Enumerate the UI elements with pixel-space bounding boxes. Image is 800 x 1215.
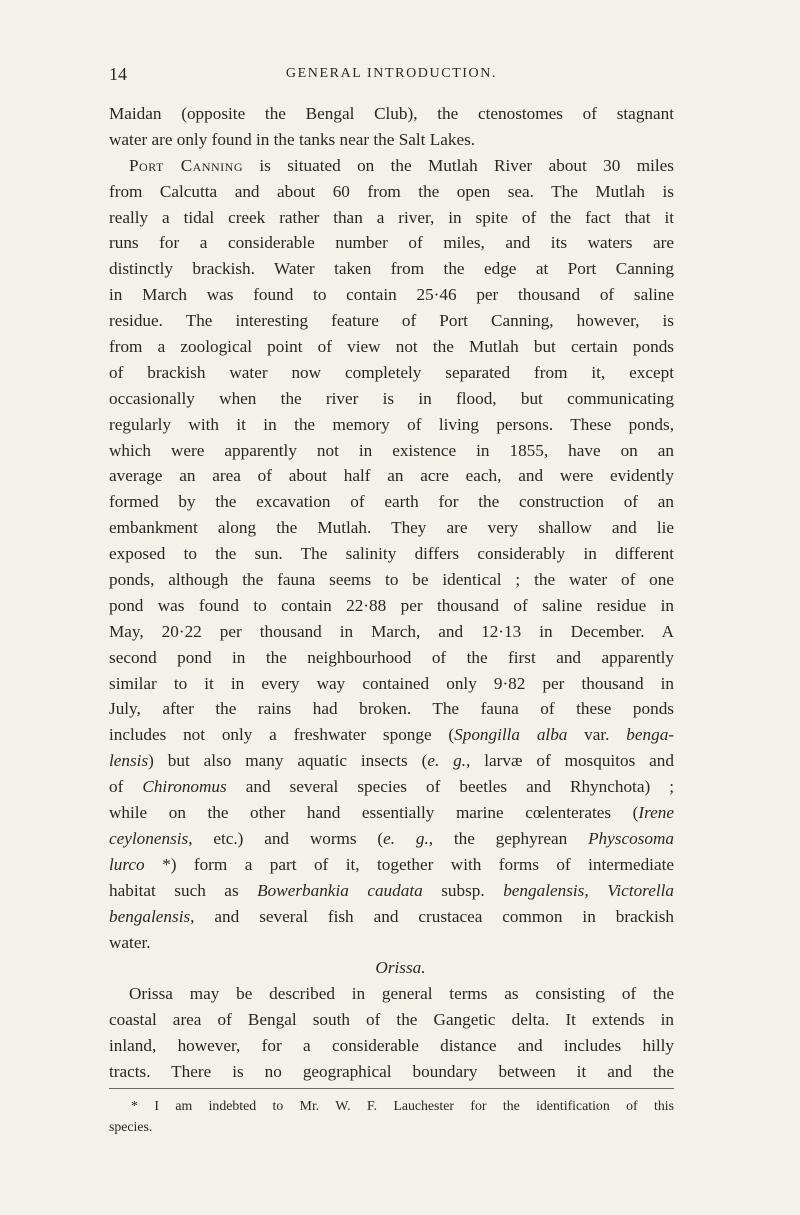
species-name: lurco bbox=[109, 854, 145, 874]
running-title: GENERAL INTRODUCTION. bbox=[285, 66, 498, 81]
text-line: ceylonensis, etc.) and worms (e. g., the gephyrean Physcosoma bbox=[109, 828, 674, 848]
text-line: regularly with it in the memory of living persons. These ponds, bbox=[109, 414, 674, 434]
text-line: habitat such as Bowerbankia caudata subsp. bengalensis, Victorella bbox=[109, 880, 675, 900]
text-line: from Calcutta and about 60 from the open sea. The Mutlah is bbox=[109, 181, 674, 201]
footnote-line: species. bbox=[109, 1119, 153, 1134]
page-number: 14 bbox=[109, 64, 127, 84]
species-name: bengalensis bbox=[503, 880, 585, 900]
text-line: second pond in the neighbourhood of the first and apparently bbox=[109, 647, 674, 667]
text-line: water are only found in the tanks near the Salt Lakes. bbox=[109, 129, 476, 149]
text-line: really a tidal creek rather than a river, in spite of the fact that it bbox=[109, 207, 674, 227]
text-line: lensis) but also many aquatic insects (e. g., larvæ of mosquitos and bbox=[109, 751, 674, 771]
text-line: in March was found to contain 25·46 per thousand of saline bbox=[109, 285, 674, 305]
text-line: embankment along the Mutlah. They are very shallow and lie bbox=[109, 518, 674, 538]
text-line: of brackish water now completely separated from it, except bbox=[109, 362, 674, 382]
text-line: distinctly brackish. Water taken from the edge at Port Canning bbox=[109, 259, 674, 279]
species-name: Physcosoma bbox=[588, 828, 674, 848]
text-line: occasionally when the river is in flood, but communicating bbox=[109, 388, 674, 408]
text-line: runs for a considerable number of miles, and its waters are bbox=[109, 233, 674, 253]
text-line: ponds, although the fauna seems to be identical ; the water of one bbox=[109, 570, 674, 590]
footnote-line: * I am indebted to Mr. W. F. Lauchester for the identification of this bbox=[131, 1098, 674, 1113]
text-line: average an area of about half an acre each, and were evidently bbox=[109, 466, 674, 486]
text-line: which were apparently not in existence in 1855, have on an bbox=[109, 440, 674, 460]
species-name: Bowerbankia caudata bbox=[257, 880, 423, 900]
text-line: lurco *) form a part of it, together with forms of intermediate bbox=[109, 854, 674, 874]
text-line: residue. The interesting feature of Port Canning, however, is bbox=[109, 311, 674, 331]
text-line: formed by the excavation of earth for the construction of an bbox=[109, 492, 674, 512]
text-line: inland, however, for a considerable distance and includes hilly bbox=[109, 1036, 674, 1056]
species-name: benga- bbox=[626, 725, 675, 745]
text-line: from a zoological point of view not the Mutlah but certain ponds bbox=[109, 337, 674, 357]
text-line: Maidan (opposite the Bengal Club), the ctenostomes of stagnant bbox=[109, 104, 674, 123]
text-line: July, after the rains had broken. The fauna of these ponds bbox=[109, 699, 674, 719]
species-name: bengalensis bbox=[109, 906, 191, 926]
species-name: ceylonensis bbox=[109, 828, 189, 848]
footnote-rule bbox=[109, 1088, 674, 1089]
text-line: of Chironomus and several species of beetles and Rhynchota) ; bbox=[109, 777, 674, 797]
place-name-port-canning: Port Canning bbox=[129, 155, 244, 175]
text-line: pond was found to contain 22·88 per thousand of saline residue in bbox=[109, 595, 674, 615]
footnote bbox=[109, 1095, 674, 1137]
paragraph-lead-line: Port Canning is situated on the Mutlah River about 30 miles bbox=[129, 155, 674, 175]
text-line: bengalensis, and several fish and crustacea common in brackish bbox=[109, 906, 674, 926]
text-line: coastal area of Bengal south of the Gangetic delta. It extends in bbox=[109, 1010, 674, 1030]
species-name: lensis bbox=[109, 751, 149, 771]
species-name: Victorella bbox=[607, 880, 675, 900]
text-line: Orissa may be described in general terms as consisting of the bbox=[129, 984, 674, 1004]
body-text bbox=[109, 101, 674, 1085]
text-line: exposed to the sun. The salinity differs considerably in different bbox=[109, 544, 674, 564]
species-name: Spongilla alba bbox=[454, 725, 568, 745]
page-header bbox=[109, 64, 674, 88]
section-heading: Orissa. bbox=[375, 958, 426, 978]
text-line: tracts. There is no geographical boundary between it and the bbox=[109, 1061, 674, 1081]
text-line: similar to it in every way contained only 9·82 per thousand in bbox=[109, 673, 674, 693]
text-line: May, 20·22 per thousand in March, and 12·13 in December. A bbox=[109, 621, 674, 641]
text-line: includes not only a freshwater sponge (Spongilla alba var. benga- bbox=[109, 725, 675, 745]
text-line: water. bbox=[109, 932, 151, 952]
species-name: Chironomus bbox=[142, 777, 227, 797]
species-name: Irene bbox=[638, 803, 674, 823]
text-line: while on the other hand essentially marine cœlenterates (Irene bbox=[109, 803, 674, 823]
